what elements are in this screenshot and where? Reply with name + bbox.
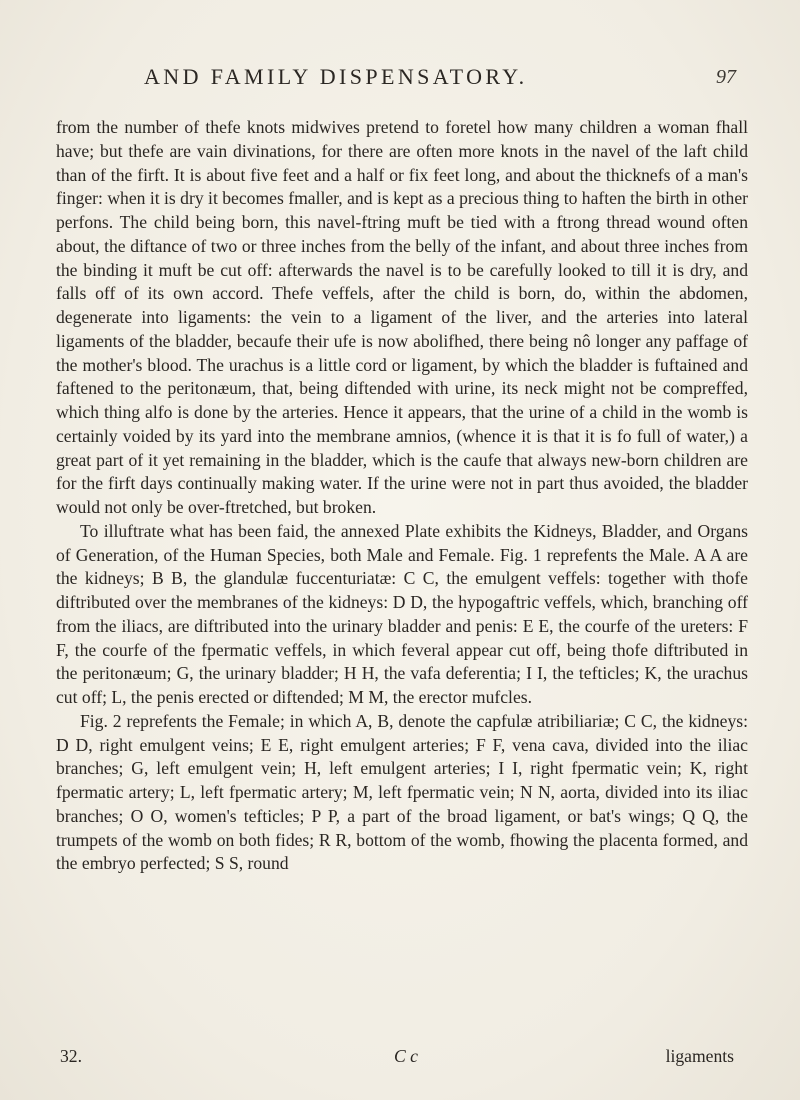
body-text [56,116,748,876]
page-number: 97 [716,66,736,88]
catchword: ligaments [665,1046,734,1066]
running-title: AND FAMILY DISPENSATORY. [144,64,528,89]
signature-number: 32. [60,1046,82,1066]
paragraph: To illuftrate what has been faid, the annexed Plate exhibits the Kidneys, Bladder, and Organs of Generation, of the Human Species, both Male and Female. Fig. 1 reprefents the Male. A A are the kidneys; B B, the glandulæ fuccenturiatæ: C C, the emulgent veffels: together with thofe diftributed over the membranes of the kidneys: D D, the hypogaftric veffels, which, branching off from the iliacs, are diftributed into the urinary bladder and penis: E E, the courfe of the ureters: F F, the courfe of the fpermatic veffels, in which feveral appear cut off, being thofe diftributed in the peritonæum; G, the urinary bladder; H H, the vafa deferentia; I I, the tefticles; K, the urachus cut off; L, the penis erected or diftended; M M, the erector mufcles. [56,520,748,707]
paragraph: Fig. 2 reprefents the Female; in which A, B, denote the capfulæ atribiliariæ; C C, the kidneys: D D, right emulgent veins; E E, right emulgent arteries; F F, vena cava, divided into the iliac branches; G, left emulgent vein; H, left emulgent arteries; I I, right fpermatic vein; K, right fpermatic artery; L, left fpermatic artery; M, left fpermatic vein; N N, aorta, divided into its iliac branches; O O, women's tefticles; P P, a part of the broad ligament, or bat's wings; Q Q, the trumpets of the womb on both fides; R R, bottom of the womb, fhowing the placenta formed, and the embryo perfected; S S, round [56,710,748,874]
page-footer [60,1046,740,1072]
running-head [96,64,736,98]
paragraph: from the number of thefe knots midwives pretend to foretel how many children a woman fhall have; but thefe are vain divinations, for there are often more knots in the navel of the laft child than of the firft. It is about five feet and a half or fix feet long, and about the thicknefs of a man's finger: when it is dry it becomes fmaller, and is kept as a precious thing to haften the birth in other perfons. The child being born, this navel-ftring muft be tied with a ftrong thread wound often about, the diftance of two or three inches from the belly of the infant, and about three inches from the binding it muft be cut off: afterwards the navel is to be carefully looked to till it is dry, and falls off of its own accord. Thefe veffels, after the child is born, do, within the abdomen, degenerate into ligaments: the vein to a ligament of the liver, and the arteries into lateral ligaments of the bladder, becaufe their ufe is now abolifhed, there being nô longer any paffage of the mother's blood. The urachus is a little cord or ligament, by which the bladder is fuftained and faftened to the peritonæum, that, being diftended with urine, its neck might not be compreffed, which thing alfo is done by the arteries. Hence it appears, that the urine of a child in the womb is certainly voided by its yard into the membrane amnios, (whence it is that it is fo full of water,) a great part of it yet remaining in the bladder, which is the caufe that always new-born children are for the firft days continually making water. If the urine were not in part thus avoided, the bladder would not only be over-ftretched, but broken. [56,117,748,517]
signature-mark: C c [394,1046,418,1066]
